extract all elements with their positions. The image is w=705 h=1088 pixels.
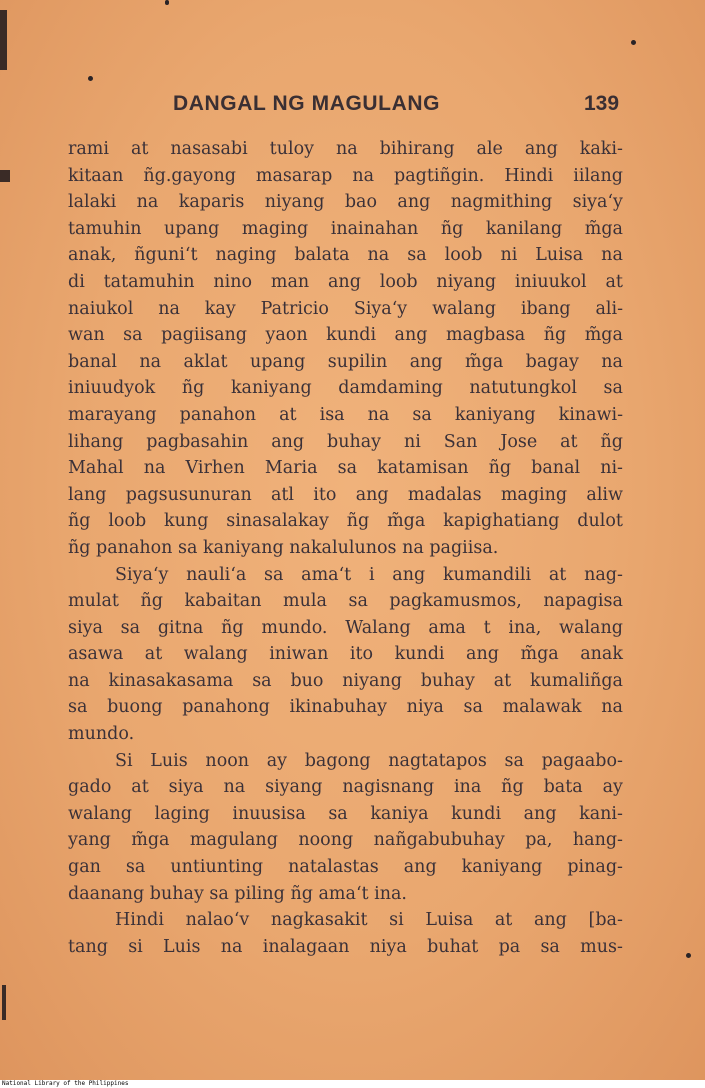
word: sa [120, 617, 141, 638]
word: buhay [327, 431, 382, 452]
word: Luis [150, 750, 188, 771]
word: Hindi [115, 910, 164, 931]
word: masarap [255, 165, 333, 186]
word: na [601, 245, 623, 266]
word: mula [283, 591, 327, 612]
word: lalaki [68, 192, 117, 213]
word: bihirang [379, 139, 455, 159]
word: sa [412, 404, 432, 425]
word: sa [407, 245, 427, 266]
word: loob [379, 271, 418, 292]
word: rami [68, 139, 109, 159]
word: ito [313, 484, 337, 505]
word: aklat [183, 351, 228, 372]
text-line [68, 694, 623, 721]
text-line [68, 615, 623, 642]
word: ang [403, 857, 437, 878]
word: ni [403, 431, 421, 452]
word: siya [168, 777, 204, 798]
word: ang [328, 271, 361, 292]
word: sa [337, 458, 358, 479]
word: ñg [181, 378, 205, 399]
word: na [367, 404, 390, 425]
word: untiunting [170, 857, 264, 878]
word: pagsusunuran [125, 484, 252, 505]
word: upang [249, 351, 306, 372]
word: at [130, 139, 149, 159]
word: noong [298, 830, 354, 851]
word: ñg [221, 617, 244, 638]
word: ñg [488, 458, 512, 479]
speck [165, 0, 169, 5]
speck [686, 953, 691, 958]
word: ñg [440, 218, 464, 239]
word: sinasalakay [226, 511, 329, 532]
text-line [68, 934, 623, 961]
word: inalagaan [262, 936, 350, 957]
word: Siya‘y [115, 564, 169, 585]
word: ang [394, 325, 428, 346]
word: pinag- [567, 857, 623, 878]
word: kaniyang [454, 404, 536, 425]
text-line [68, 482, 623, 509]
word: madalas [407, 484, 482, 505]
word: sa [504, 750, 524, 771]
word: kay [204, 298, 236, 319]
word: Luisa [425, 910, 474, 931]
word: niyang [436, 271, 497, 292]
word: San [443, 431, 478, 452]
word: loob [444, 245, 483, 266]
word: siyang [265, 777, 323, 798]
word: at [605, 271, 623, 292]
word: ang [355, 484, 389, 505]
word: mus- [580, 936, 623, 957]
scan-footer [0, 1080, 705, 1088]
word: tamuhin [68, 218, 142, 239]
word: panahong [182, 697, 270, 718]
word: wan [68, 325, 105, 346]
word: iniwan [269, 644, 329, 665]
word: sa [252, 670, 272, 691]
word: pa [498, 936, 521, 957]
word: ikinabuhay [289, 697, 388, 718]
word: at [493, 670, 512, 691]
word: inainahan [330, 218, 419, 239]
text-line [68, 189, 623, 216]
word: katamisan [377, 458, 469, 479]
word: sa [328, 803, 348, 824]
word: at [131, 777, 149, 798]
word: ay [266, 750, 288, 771]
word: na [139, 351, 162, 372]
text-line [68, 429, 623, 456]
word: at [279, 404, 297, 425]
word: Luisa [535, 245, 584, 266]
word: m̃ga [387, 511, 426, 532]
word: lang [68, 484, 107, 505]
text-line [68, 375, 623, 402]
word: m̃ga [584, 325, 623, 346]
word: anak, [68, 245, 117, 266]
word: iniuukol [514, 271, 587, 292]
text-line [68, 455, 623, 482]
text-line [68, 827, 623, 854]
text-line: ñg panahon sa kaniyang nakalulunos na pagiisa. [68, 537, 499, 558]
word: na [158, 298, 180, 319]
word: kaniya [370, 803, 429, 824]
word: i [368, 564, 375, 585]
text-line [68, 588, 623, 615]
speck [631, 40, 636, 45]
word: m̃ga [465, 351, 504, 372]
word: kundi [394, 644, 445, 665]
word: Si [115, 750, 133, 771]
word: magbasa [445, 325, 526, 346]
word: m̃ga [131, 830, 170, 851]
word: kitaan [68, 165, 124, 186]
word: Siya‘y [353, 298, 408, 319]
word: pagiisang [161, 325, 247, 346]
text-line [68, 402, 623, 429]
word: laging [154, 803, 210, 824]
word: sa [463, 697, 483, 718]
word: sa [68, 697, 88, 718]
word: atl [270, 484, 295, 505]
word: at [560, 431, 578, 452]
word: ñg.gayong [143, 165, 236, 186]
word: buhay [420, 670, 475, 691]
word: kumandili [442, 564, 532, 585]
word: ang [523, 803, 557, 824]
text-line [68, 562, 623, 589]
word: gado [68, 777, 112, 798]
text-line [68, 322, 623, 349]
word: napagisa [543, 591, 623, 612]
word: buhat [427, 936, 479, 957]
word: walang [559, 617, 623, 638]
text-line [68, 854, 623, 881]
word: kaniyang [461, 857, 543, 878]
word: bagong [304, 750, 371, 771]
word: ibang [520, 298, 571, 319]
word: [ba- [588, 910, 623, 931]
text-line [68, 296, 623, 323]
word: nino [213, 271, 253, 292]
word: ito [349, 644, 374, 665]
word: Maria [264, 458, 318, 479]
speck [88, 76, 93, 81]
text-line [68, 774, 623, 801]
word: niyang [342, 670, 402, 691]
word: naging [215, 245, 277, 266]
word: ama [428, 617, 466, 638]
word: na [601, 697, 623, 718]
word: ñg [68, 511, 91, 532]
word: m̃ga [584, 218, 623, 239]
word: nasasabi [170, 139, 248, 159]
text-line [68, 242, 623, 269]
word: at [548, 564, 567, 585]
word: tuloy [269, 139, 314, 159]
word: nagkasakit [270, 910, 368, 931]
page-header [0, 92, 705, 120]
word: ñg [140, 591, 163, 612]
word: asawa [68, 644, 124, 665]
word: niya [406, 697, 444, 718]
word: na [68, 670, 90, 691]
text-line [68, 748, 623, 775]
word: kumaliñga [529, 670, 623, 691]
word: ni [500, 245, 518, 266]
word: upang [164, 218, 220, 239]
word: kaparis [178, 192, 245, 213]
word: kanilang [485, 218, 563, 239]
word: at [494, 910, 513, 931]
word: ale [476, 139, 503, 159]
word: buong [107, 697, 163, 718]
word: m̃ga [520, 644, 559, 665]
word: loob [108, 511, 147, 532]
word: ang [466, 644, 499, 665]
word: niyang [264, 192, 325, 213]
word: naiukol [68, 298, 134, 319]
word: kaniyang [230, 378, 312, 399]
text-line [68, 163, 623, 190]
word: ay [602, 777, 623, 798]
word: nalao‘v [185, 910, 250, 931]
text-line [68, 269, 623, 296]
word: sa [125, 857, 146, 878]
word: na [335, 139, 358, 159]
word: mundo. [261, 617, 328, 638]
text-line [68, 508, 623, 535]
text-line [68, 349, 623, 376]
word: nauli‘a [186, 564, 247, 585]
body-text [68, 136, 623, 960]
word: kundi [326, 325, 377, 346]
word: ñguni‘t [134, 245, 198, 266]
word: mulat [68, 591, 119, 612]
word: maging [241, 218, 309, 239]
word: na [352, 165, 375, 186]
word: ang [271, 431, 305, 452]
word: na [143, 458, 166, 479]
word: ali- [595, 298, 623, 319]
text-line [68, 801, 623, 828]
word: pagbasahin [146, 431, 249, 452]
word: Jose [500, 431, 538, 452]
word: nañgabubuhay [373, 830, 505, 851]
word: ang [397, 192, 431, 213]
text-line [68, 136, 623, 163]
word: siya‘y [572, 192, 623, 213]
word: walang [432, 298, 496, 319]
word: ang [409, 351, 443, 372]
word: na [223, 777, 246, 798]
word: at [144, 644, 163, 665]
word: kundi [451, 803, 502, 824]
word: iilang [573, 165, 623, 186]
word: kinasakasama [108, 670, 234, 691]
word: gan [68, 857, 101, 878]
word: na [220, 936, 243, 957]
word: na [601, 351, 623, 372]
word: nagisnang [342, 777, 435, 798]
word: lihang [68, 431, 124, 452]
word: isa [319, 404, 345, 425]
text-line [68, 907, 623, 934]
word: ama‘t [301, 564, 352, 585]
word: sa [123, 325, 143, 346]
word: Walang [345, 617, 411, 638]
word: bao [344, 192, 378, 213]
word: kani- [579, 803, 623, 824]
word: siya [68, 617, 103, 638]
text-line [68, 641, 623, 668]
word: kabaitan [184, 591, 262, 612]
word: walang [183, 644, 248, 665]
word: magulang [189, 830, 278, 851]
word: ang [392, 564, 426, 585]
word: dulot [577, 511, 623, 532]
binding-mark [2, 985, 6, 1020]
word: kung [164, 511, 209, 532]
word: pagtiñgin. [394, 165, 485, 186]
word: anak [580, 644, 623, 665]
word: tatamuhin [103, 271, 195, 292]
word: ni- [600, 458, 623, 479]
word: ang [524, 139, 558, 159]
word: Mahal [68, 458, 124, 479]
text-line [68, 216, 623, 243]
word: maging [500, 484, 568, 505]
word: pagaabo- [541, 750, 623, 771]
text-line: mundo. [68, 724, 135, 745]
word: ñg [501, 777, 524, 798]
word: bata [543, 777, 583, 798]
word: sa [348, 591, 368, 612]
word: tang [68, 936, 108, 957]
word: Hindi [504, 165, 554, 186]
word: iniuudyok [68, 378, 156, 399]
word: ñg [346, 511, 370, 532]
word: kapighatiang [443, 511, 560, 532]
word: walang [68, 803, 132, 824]
word: malawak [502, 697, 582, 718]
word: kinawi- [558, 404, 623, 425]
word: noon [205, 750, 250, 771]
word: Patricio [260, 298, 329, 319]
text-line: daanang buhay sa piling ñg ama‘t ina. [68, 883, 407, 904]
word: banal [531, 458, 581, 479]
page-number: 139 [584, 92, 620, 115]
word: niya [369, 936, 407, 957]
word: kaki- [579, 139, 623, 159]
word: na [136, 192, 159, 213]
word: sa [603, 378, 623, 399]
word: nagmithing [450, 192, 553, 213]
word: inuusisa [232, 803, 306, 824]
word: hang- [572, 830, 623, 851]
word: nagtatapos [388, 750, 487, 771]
word: Luis [163, 936, 201, 957]
word: yang [68, 830, 111, 851]
word: natalastas [288, 857, 379, 878]
word: man [270, 271, 310, 292]
word: ina, [508, 617, 542, 638]
library-credit: National Library of the Philippines [2, 1080, 129, 1087]
word: na [367, 245, 390, 266]
word: aliw [586, 484, 623, 505]
word: ñg [543, 325, 567, 346]
word: supilin [327, 351, 388, 372]
word: si [128, 936, 143, 957]
word: pa, [525, 830, 553, 851]
running-title: DANGAL NG MAGULANG [173, 92, 441, 115]
word: natutungkol [469, 378, 577, 399]
word: ñg [600, 431, 623, 452]
word: bagay [525, 351, 579, 372]
word: sa [540, 936, 560, 957]
text-line [68, 668, 623, 695]
word: yaon [265, 325, 308, 346]
word: sa [264, 564, 284, 585]
word: ang [533, 910, 567, 931]
word: pagkamusmos, [389, 591, 522, 612]
word: si [389, 910, 404, 931]
word: marayang [68, 404, 157, 425]
word: nag- [584, 564, 623, 585]
word: ina [453, 777, 482, 798]
binding-mark [0, 170, 10, 182]
binding-mark [0, 10, 7, 70]
word: banal [68, 351, 117, 372]
word: panahon [179, 404, 257, 425]
word: di [68, 271, 85, 292]
word: balata [294, 245, 350, 266]
word: Virhen [185, 458, 245, 479]
word: damdaming [338, 378, 443, 399]
word: t [483, 617, 491, 638]
word: gitna [157, 617, 204, 638]
word: buo [290, 670, 324, 691]
